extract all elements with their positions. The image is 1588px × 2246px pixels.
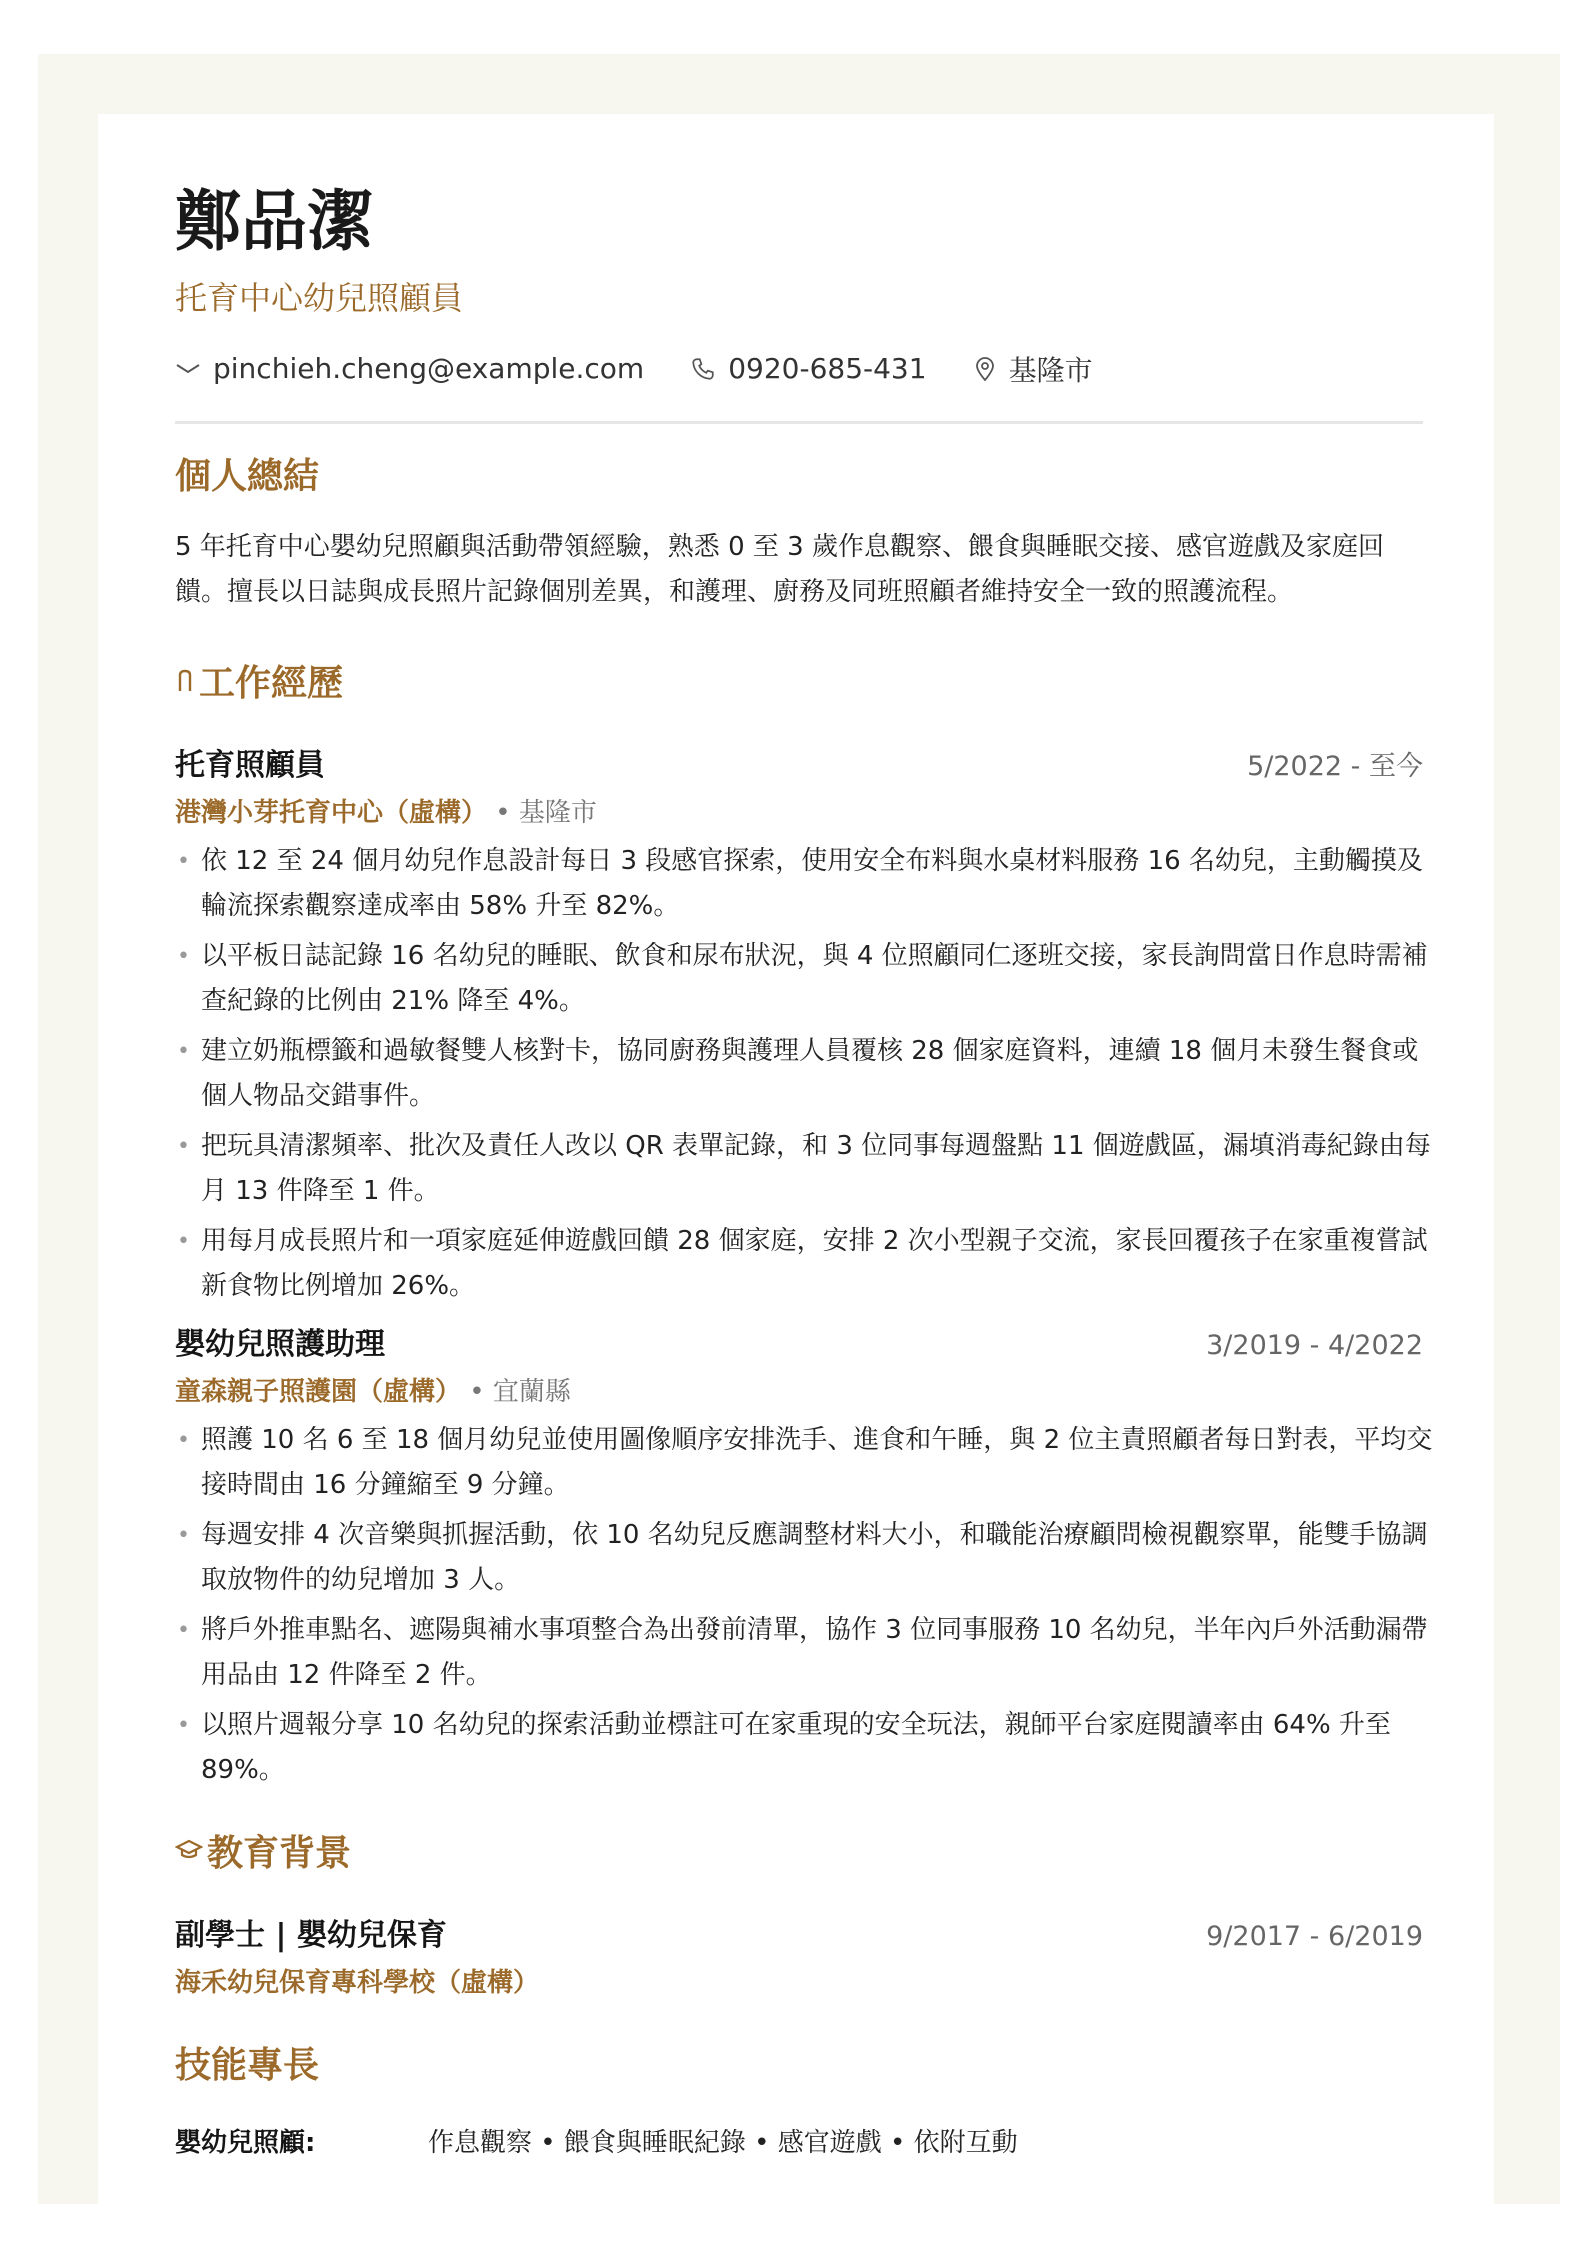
summary-text: 5 年托育中心嬰幼兒照顧與活動帶領經驗，熟悉 0 至 3 歲作息觀察、餵食與睡眠交接、感官遊戲及家庭回饋。擅長以日誌與成長照片記錄個別差異，和護理、廚務及同班照顧者維持安全一致的照護流程。	[175, 531, 1384, 607]
skills-value: 作息觀察 • 餵食與睡眠紀錄 • 感官遊戲 • 依附互動	[428, 2127, 1018, 2158]
school-name: 海禾幼兒保育專科學校（虛構）	[175, 1967, 540, 1998]
skills-title: 技能專長	[175, 2044, 320, 2086]
list-item: • 照護 10 名 6 至 18 個月幼兒並使用圖像順序安排洗手、進食和午睡，與 2 位主責照顧者每日對表，平均交接時間由 16 分鐘縮至 9 分鐘。	[175, 1418, 1441, 1508]
experience-title: 工作經歷	[199, 662, 344, 704]
job-entry	[175, 740, 1431, 1309]
location-text: 基隆市	[1008, 353, 1093, 387]
list-item: • 依 12 至 24 個月幼兒作息設計每日 3 段感官探索，使用安全布料與水桌材料服務 16 名幼兒，主動觸摸及輪流探索觀察達成率由 58% 升至 82%。	[175, 839, 1441, 929]
job-bullets	[175, 1418, 1433, 1793]
contact-location	[973, 349, 1093, 389]
education-date: 9/2017 - 6/2019	[1206, 1920, 1423, 1952]
list-item: • 把玩具清潔頻率、批次及責任人改以 QR 表單記錄，和 3 位同事每週盤點 11 個遊戲區，漏填消毒紀錄由每月 13 件降至 1 件。	[175, 1124, 1441, 1214]
list-item: • 每週安排 4 次音樂與抓握活動，依 10 名幼兒反應調整材料大小，和職能治療顧問檢視觀察單，能雙手協調取放物件的幼兒增加 3 人。	[175, 1513, 1441, 1603]
job-bullets	[175, 839, 1431, 1309]
job-title: 嬰幼兒照護助理	[175, 1326, 385, 1362]
list-item: • 以照片週報分享 10 名幼兒的探索活動並標註可在家重現的安全玩法，親師平台家庭閱讀率由 64% 升至 89%。	[175, 1703, 1441, 1793]
email-icon	[175, 361, 201, 377]
summary-title: 個人總結	[175, 455, 320, 497]
list-item: • 用每月成長照片和一項家庭延伸遊戲回饋 28 個家庭，安排 2 次小型親子交流，家長回覆孩子在家重複嘗試新食物比例增加 26%。	[175, 1219, 1441, 1309]
education-entry	[175, 1910, 1423, 1999]
job-date: 5/2022 - 至今	[1247, 750, 1423, 782]
job-entry	[175, 1319, 1433, 1793]
skills-row	[175, 2122, 1423, 2159]
job-location: • 基隆市	[495, 797, 597, 828]
list-item: • 建立奶瓶標籤和過敏餐雙人核對卡，協同廚務與護理人員覆核 28 個家庭資料，連續 18 個月未發生餐食或個人物品交錯事件。	[175, 1029, 1441, 1119]
contact-phone[interactable]	[690, 352, 926, 385]
email-text: pinchieh.cheng@example.com	[213, 352, 645, 386]
list-item: • 以平板日誌記錄 16 名幼兒的睡眠、飲食和尿布狀況，與 4 位照顧同仁逐班交接，家長詢問當日作息時需補查紀錄的比例由 21% 降至 4%。	[175, 934, 1441, 1024]
contact-bar	[175, 349, 1423, 389]
job-organization: 童森親子照護園（虛構）	[175, 1376, 462, 1407]
education-title: 教育背景	[207, 1832, 352, 1874]
location-pin-icon	[973, 356, 997, 382]
job-headline: 托育中心幼兒照顧員	[175, 278, 464, 317]
contact-email[interactable]	[175, 352, 644, 385]
summary-heading	[175, 448, 1423, 499]
phone-icon	[690, 356, 716, 382]
candidate-name: 鄭品潔	[175, 183, 373, 260]
job-title: 托育照顧員	[175, 747, 325, 783]
graduation-cap-icon	[175, 1838, 203, 1862]
skills-label: 嬰幼兒照顧:	[175, 2127, 316, 2158]
job-location: • 宜蘭縣	[469, 1376, 571, 1407]
resume-content	[175, 183, 1433, 2159]
header-divider	[175, 421, 1423, 424]
degree: 副學士 | 嬰幼兒保育	[175, 1917, 447, 1953]
skills-heading	[175, 2037, 1423, 2088]
job-organization: 港灣小芽托育中心（虛構）	[175, 797, 488, 828]
briefcase-icon	[175, 665, 195, 695]
list-item: • 將戶外推車點名、遮陽與補水事項整合為出發前清單，協作 3 位同事服務 10 名幼兒，半年內戶外活動漏帶用品由 12 件降至 2 件。	[175, 1608, 1441, 1698]
job-date: 3/2019 - 4/2022	[1206, 1329, 1423, 1361]
experience-heading	[175, 655, 1423, 706]
education-heading	[175, 1825, 1423, 1876]
phone-text: 0920-685-431	[728, 352, 927, 386]
